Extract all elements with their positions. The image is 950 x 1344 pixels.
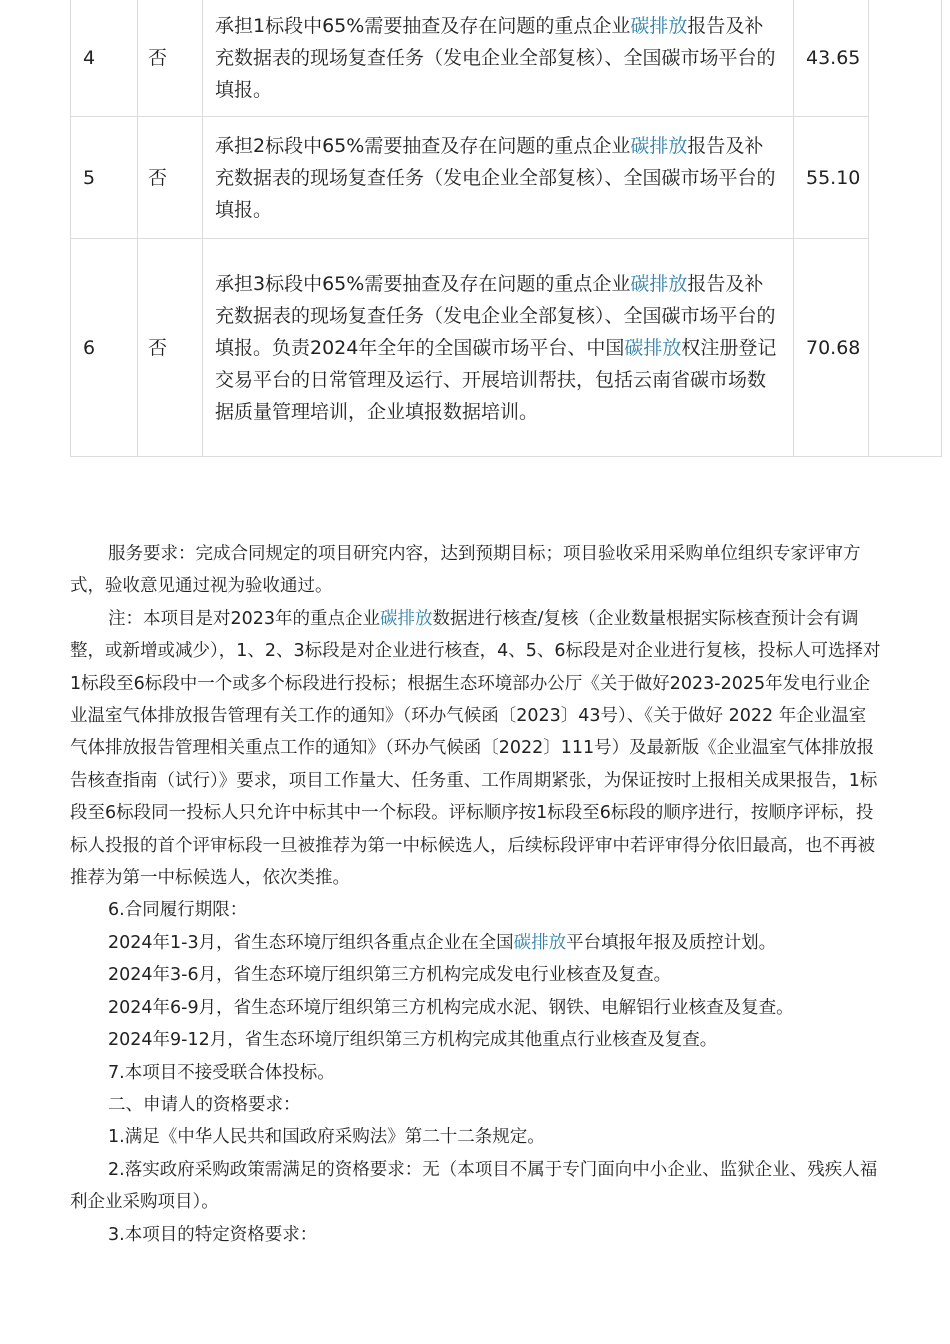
table-row xyxy=(71,0,942,117)
service-requirement: 服务要求：完成合同规定的项目研究内容，达到预期目标；项目验收采用采购单位组织专家评审方式，验收意见通过视为验收通过。 xyxy=(70,544,861,597)
requirement-item: 1.满足《中华人民共和国政府采购法》第二十二条规定。 xyxy=(108,1127,545,1148)
section-heading: 二、申请人的资格要求： xyxy=(108,1094,301,1115)
empty-cell xyxy=(869,117,942,239)
carbon-emission-link[interactable]: 碳排放 xyxy=(513,932,567,953)
joint-bid-note: 7.本项目不接受联合体投标。 xyxy=(108,1062,335,1083)
section-number: 6 xyxy=(71,239,138,457)
section-description: 承担1标段中65%需要抽查及存在问题的重点企业碳排放报告及补充数据表的现场复查任务（发电企业全部复核）、全国碳市场平台的填报。 xyxy=(203,0,794,117)
joint-bid-flag: 否 xyxy=(138,239,203,457)
carbon-emission-link[interactable]: 碳排放 xyxy=(380,608,433,629)
joint-bid-flag: 否 xyxy=(138,0,203,117)
carbon-emission-link[interactable]: 碳排放 xyxy=(624,336,682,359)
budget-amount: 55.10 xyxy=(794,117,869,239)
project-note: 注：本项目是对2023年的重点企业碳排放数据进行核查/复核（企业数量根据实际核查预计会有调整，或新增或减少），1、2、3标段是对企业进行核查，4、5、6标段是对企业进行复核，投标人可选择对1标段至6标段中一个或多个标段进行投标；根据生态环境部办公厅《关于做好2023-2025年发电行业企业温室气体排放报告管理有关工作的通知》（环办气候函〔2023〕43号）、《关于做好 2022 年企业温室气体排放报告管理相关重点工作的通知》（环办气候函〔2022〕111号）及最新版《企业温室气体排放报告核查指南（试行）》要求，项目工作量大、任务重、工作周期紧张，为保证按时上报相关成果报告，1标段至6标段同一投标人只允许中标其中一个标段。评标顺序按1标段至6标段的顺序进行，按顺序评标，投标人投报的首个评审标段一旦被推荐为第一中标候选人，后续标段评审中若评审得分依旧最高，也不再被推荐为第一中标候选人，依次类推。 xyxy=(70,608,881,889)
requirement-item: 2.落实政府采购政策需满足的资格要求：无（本项目不属于专门面向中小企业、监狱企业、残疾人福利企业采购项目）。 xyxy=(70,1159,878,1213)
joint-bid-flag: 否 xyxy=(138,117,203,239)
budget-amount: 43.65 xyxy=(794,0,869,117)
table-row xyxy=(71,239,942,457)
section-number: 4 xyxy=(71,0,138,117)
contract-term-item: 2024年1-3月，省生态环境厅组织各重点企业在全国碳排放平台填报年报及质控计划。 xyxy=(108,932,777,953)
carbon-emission-link[interactable]: 碳排放 xyxy=(630,272,688,295)
budget-amount: 70.68 xyxy=(794,239,869,457)
contract-term-title: 6.合同履行期限： xyxy=(108,900,248,921)
carbon-emission-link[interactable]: 碳排放 xyxy=(630,15,688,37)
carbon-emission-link[interactable]: 碳排放 xyxy=(630,134,688,157)
requirement-item: 3.本项目的特定资格要求： xyxy=(108,1224,318,1245)
table-row xyxy=(71,117,942,239)
empty-cell xyxy=(869,239,942,457)
section-number: 5 xyxy=(71,117,138,239)
body-text xyxy=(70,538,882,1251)
bid-section-table xyxy=(70,0,942,457)
contract-term-item: 2024年9-12月，省生态环境厅组织第三方机构完成其他重点行业核查及复查。 xyxy=(108,1030,718,1051)
bid-table-container xyxy=(70,0,880,457)
contract-term-item: 2024年3-6月，省生态环境厅组织第三方机构完成发电行业核查及复查。 xyxy=(108,965,672,986)
section-description: 承担3标段中65%需要抽查及存在问题的重点企业碳排放报告及补充数据表的现场复查任务（发电企业全部复核）、全国碳市场平台的填报。负责2024年全年的全国碳市场平台、中国碳排放权注册登记交易平台的日常管理及运行、开展培训帮扶，包括云南省碳市场数据质量管理培训，企业填报数据培训。 xyxy=(203,239,794,457)
empty-cell xyxy=(869,0,942,117)
contract-term-item: 2024年6-9月，省生态环境厅组织第三方机构完成水泥、钢铁、电解铝行业核查及复查。 xyxy=(108,997,794,1018)
section-description: 承担2标段中65%需要抽查及存在问题的重点企业碳排放报告及补充数据表的现场复查任务（发电企业全部复核）、全国碳市场平台的填报。 xyxy=(203,117,794,239)
